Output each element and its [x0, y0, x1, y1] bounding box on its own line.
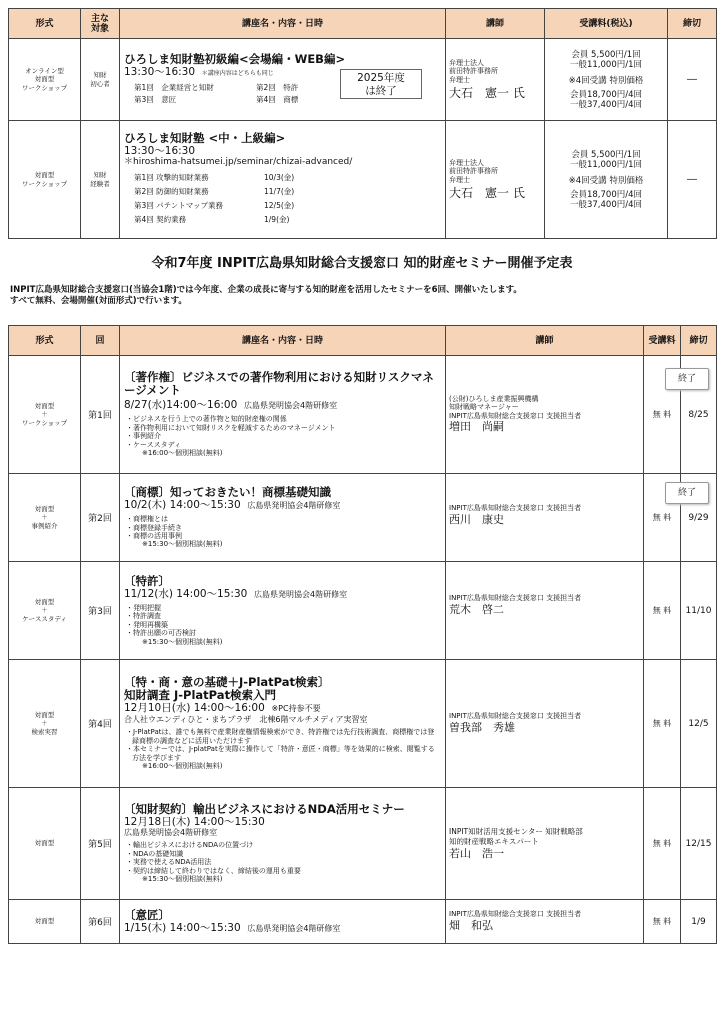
- session-item: 第3回 パテントマップ業務: [134, 201, 223, 210]
- consult-note: ※15:30～個別相談(無料): [142, 540, 223, 549]
- deadline-text: 8/25: [688, 409, 709, 420]
- bullet-item: ・事例紹介: [126, 432, 161, 441]
- course-cell: [120, 474, 446, 562]
- consult-note: ※16:00～個別相談(無料): [142, 449, 223, 458]
- seminar-header-fee: 受講料: [644, 326, 681, 356]
- page-title: 令和7年度 INPIT広島県知財総合支援窓口 知的財産セミナー開催予定表: [151, 256, 573, 271]
- instructor-cell: [446, 39, 545, 121]
- bullet-item: ・輸出ビジネスにおけるNDAの位置づけ: [126, 841, 254, 850]
- seminar-datetime: [124, 702, 441, 715]
- format-cell: 対面型: [9, 900, 81, 944]
- round-cell: 第1回: [81, 356, 120, 474]
- fee-bundle: 会員18,700円/4回 一般37,400円/4回: [569, 189, 642, 210]
- top-header-fee: 受講料(税込): [545, 9, 668, 39]
- instructor-org: 弁理士法人 前田特許事務所 弁理士: [449, 158, 498, 184]
- fee-single: 会員 5,500円/1回 一般11,000円/1回: [569, 49, 642, 70]
- bullet-item: ・契約は締結して終わりではなく、締結後の運用も重要: [126, 866, 301, 875]
- instructor-org: 弁理士法人 前田特許事務所 弁理士: [449, 58, 498, 84]
- bullet-item: ・本セミナーでは、J-platPatを実際に操作して「特許・意匠・商標」等を効果的に検索、閲覧する方法を学びます: [126, 745, 435, 762]
- top-header-instructor: 講師: [446, 9, 545, 39]
- seminar-datetime: [124, 499, 441, 512]
- place-text: 合人社ウエンディひと・まちプラザ 北棟6階マルチメディア実習室: [124, 715, 368, 725]
- bullet-list: [124, 728, 441, 770]
- course-cell: [120, 900, 446, 944]
- datetime-note: ※PC持参不要: [271, 704, 321, 714]
- seminar-title: 〔著作権〕ビジネスでの著作物利用における知財リスクマネージメント: [124, 370, 434, 398]
- datetime-text: 12月10日(水) 14:00～16:00: [124, 702, 265, 715]
- session-item: 第2回 防御的知財業務: [134, 187, 209, 196]
- bullet-item: ・著作物利用において知財リスクを軽減するためのマネージメント: [126, 423, 336, 432]
- place-text: 広島県発明協会4階研修室: [247, 501, 341, 511]
- deadline-cell: 11/10: [681, 562, 717, 660]
- fee-cell: 無 料: [644, 356, 681, 474]
- seminar-row-2: [9, 474, 717, 562]
- session-item: 第4回 商標: [256, 95, 299, 104]
- fee-cell: [545, 39, 668, 121]
- bullet-item: ・実務で使えるNDA活用法: [126, 858, 212, 867]
- deadline-cell: 12/15: [681, 788, 717, 900]
- fee-cell: 無 料: [644, 660, 681, 788]
- instructor-org: INPIT広島県知財総合支援窓口 支援担当者: [449, 504, 582, 512]
- top-row-beginner: [9, 39, 717, 121]
- consult-note: ※16:00～個別相談(無料): [142, 762, 223, 771]
- course-cell: [120, 356, 446, 474]
- bullet-item: ・商標権とは: [126, 515, 168, 524]
- course-cell: [120, 660, 446, 788]
- top-header-format: 形式: [9, 9, 81, 39]
- fee-special-label: ※4回受講 特別価格: [568, 75, 644, 86]
- datetime-text: 10/2(木) 14:00～15:30: [124, 499, 241, 512]
- top-header-row: [9, 9, 717, 39]
- top-row-advanced: [9, 121, 717, 239]
- time-text: 13:30～16:30: [124, 66, 196, 78]
- time-note: ＊講座内容はどちらも同じ: [201, 70, 274, 77]
- seminar-row-1: [9, 356, 717, 474]
- round-cell: 第4回: [81, 660, 120, 788]
- place-text: 広島県発明協会4階研修室: [254, 589, 348, 599]
- seminar-row-5: [9, 788, 717, 900]
- instructor-cell: [446, 788, 644, 900]
- target-cell: 知財 初心者: [81, 39, 120, 121]
- instructor-org: INPIT知財活用支援センター 知財戦略部 知的財産戦略エキスパート: [449, 826, 583, 846]
- ended-badge: 終了: [665, 368, 709, 390]
- round-cell: 第5回: [81, 788, 120, 900]
- seminar-header-format: 形式: [9, 326, 81, 356]
- instructor-name: 若山 浩一: [449, 846, 504, 860]
- instructor-org: INPIT広島県知財総合支援窓口 支援担当者: [449, 910, 582, 919]
- session-date: 10/3(金): [264, 173, 295, 182]
- datetime-text: 8/27(水)14:00～16:00: [124, 399, 238, 412]
- instructor-org: INPIT広島県知財総合支援窓口 支援担当者: [449, 712, 582, 721]
- instructor-name: 大石 憲一 氏: [449, 86, 525, 101]
- seminar-title: 〔特・商・意の基礎＋J-PlatPat検索〕 知財調査 J-PlatPat検索入門: [124, 675, 330, 703]
- bullet-item: ・商標登録手続き: [126, 523, 182, 532]
- instructor-name: 畑 和弘: [449, 918, 493, 932]
- fee-cell: 無 料: [644, 474, 681, 562]
- instructor-cell: [446, 900, 644, 944]
- session-item: 第1回 攻撃的知財業務: [134, 173, 209, 182]
- seminar-row-6: [9, 900, 717, 944]
- seminar-header-row: [9, 326, 717, 356]
- round-cell: 第2回: [81, 474, 120, 562]
- datetime-text: 11/12(水) 14:00～15:30: [124, 587, 248, 600]
- instructor-name: 西川 康史: [449, 512, 504, 526]
- seminar-datetime: [124, 399, 441, 412]
- instructor-name: 大石 憲一 氏: [449, 186, 525, 201]
- course-cell: [120, 39, 446, 121]
- bullet-item: ・特許出願の可否検討: [126, 629, 196, 638]
- top-header-course: 講座名・内容・日時: [120, 9, 446, 39]
- deadline-cell: 1/9: [681, 900, 717, 944]
- session-item: 第2回 特許: [256, 83, 299, 92]
- fee-cell: 無 料: [644, 788, 681, 900]
- instructor-cell: [446, 562, 644, 660]
- bullet-item: ・発明把握: [126, 603, 161, 612]
- ended-badge: 終了: [665, 482, 709, 504]
- bullet-list: [124, 515, 441, 549]
- seminar-header-course: 講座名・内容・日時: [120, 326, 446, 356]
- format-cell: 対面型 ＋ 検索実習: [9, 660, 81, 788]
- deadline-cell: ―: [668, 121, 717, 239]
- bullet-item: ・ケーススタディ: [126, 440, 182, 449]
- instructor-cell: [446, 474, 644, 562]
- course-url: ＊hiroshima-hatsumei.jp/seminar/chizai-advanced/: [124, 157, 353, 167]
- seminar-row-4: [9, 660, 717, 788]
- bullet-item: ・発明再構築: [126, 620, 168, 629]
- ended-notice-box: 2025年度 は終了: [340, 69, 422, 99]
- session-date: 11/7(金): [264, 187, 295, 196]
- deadline-cell: ―: [668, 39, 717, 121]
- course-time: 13:30～16:30: [124, 145, 196, 157]
- top-header-deadline: 締切: [668, 9, 717, 39]
- consult-note: ※15:30～個別相談(無料): [142, 875, 223, 884]
- format-cell: 対面型 ＋ ワークショップ: [9, 356, 81, 474]
- format-cell: 対面型 ＋ 事例紹介: [9, 474, 81, 562]
- instructor-cell: [446, 356, 644, 474]
- intro-text: INPIT広島県知財総合支援窓口(当協会1階)では今年度、企業の成長に寄与する知的財産を活用したセミナーを6回、開催いたします。 すべて無料、会場開催(対面形式)で行います。: [10, 285, 522, 306]
- bullet-item: ・商標の活用事例: [126, 532, 182, 540]
- instructor-name: 曽我部 秀雄: [449, 720, 515, 734]
- instructor-org: INPIT広島県知財総合支援窓口 支援担当者: [449, 594, 582, 602]
- fee-special-label: ※4回受講 特別価格: [568, 175, 644, 186]
- session-item: 第4回 契約業務: [134, 215, 187, 224]
- deadline-cell: [677, 474, 717, 562]
- course-cell: [120, 788, 446, 900]
- fee-single: 会員 5,500円/1回 一般11,000円/1回: [569, 149, 642, 170]
- bullet-item: ・特許調査: [126, 612, 161, 621]
- bullet-list: [124, 415, 441, 457]
- seminar-row-3: [9, 562, 717, 660]
- session-item: 第3回 意匠: [134, 95, 177, 104]
- deadline-cell: 12/5: [681, 660, 717, 788]
- fee-cell: 無 料: [644, 900, 681, 944]
- instructor-cell: [446, 660, 644, 788]
- place-text: 広島県発明協会4階研修室: [243, 401, 338, 411]
- ended-badge-wrap: [657, 482, 717, 504]
- format-cell: 対面型 ワークショップ: [9, 121, 81, 239]
- seminar-header-round: 回: [81, 326, 120, 356]
- seminar-datetime: 12月18日(木) 14:00～15:30: [124, 816, 265, 829]
- session-list: [124, 171, 441, 227]
- bullet-item: ・NDAの基礎知識: [126, 849, 184, 858]
- session-date: 12/5(金): [264, 201, 295, 210]
- top-course-table: [8, 8, 717, 239]
- instructor-cell: [446, 121, 545, 239]
- session-item: 第1回 企業経営と知財: [134, 83, 214, 92]
- top-header-target: 主な 対象: [81, 9, 120, 39]
- seminar-title: 〔知財契約〕輸出ビジネスにおけるNDA活用セミナー: [124, 802, 405, 817]
- fee-cell: [545, 121, 668, 239]
- seminar-title: 〔商標〕知っておきたい！商標基礎知識: [124, 485, 331, 500]
- round-cell: 第3回: [81, 562, 120, 660]
- round-cell: 第6回: [81, 900, 120, 944]
- bullet-list: [124, 604, 441, 646]
- datetime-text: 1/15(木) 14:00～15:30: [124, 921, 241, 934]
- format-cell: 対面型: [9, 788, 81, 900]
- seminar-datetime: [124, 922, 441, 935]
- ended-badge-wrap: [657, 368, 717, 390]
- instructor-name: 増田 尚嗣: [449, 420, 504, 434]
- consult-note: ※15:30～個別相談(無料): [142, 637, 223, 646]
- course-cell: [120, 562, 446, 660]
- course-title: ひろしま知財塾初級編<会場編・WEB編>: [124, 52, 346, 66]
- bullet-item: ・J-PlatPatは、誰でも無料で産業財産権情報検索ができ、特許権では先行技術調査、商標権では登録商標の調査などに活用いただけます: [126, 728, 435, 745]
- format-cell: 対面型 ＋ ケーススタディ: [9, 562, 81, 660]
- seminar-title: 〔特許〕: [124, 573, 170, 588]
- course-title: ひろしま知財塾 <中・上級編>: [124, 131, 286, 145]
- course-cell: [120, 121, 446, 239]
- format-cell: オンライン型 対面型 ワークショップ: [9, 39, 81, 121]
- place-text: 広島県発明協会4階研修室: [124, 828, 218, 838]
- deadline-text: 9/29: [688, 512, 709, 523]
- bullet-item: ・ビジネスを行う上での著作物と知的財産権の関係: [126, 415, 287, 424]
- seminar-table: [8, 325, 717, 944]
- seminar-datetime: [124, 588, 441, 601]
- target-cell: 知財 経験者: [81, 121, 120, 239]
- fee-cell: 無 料: [644, 562, 681, 660]
- instructor-org: (公財)ひろしま産業振興機構 知財戦略マネージャー INPIT広島県知財総合支援窓口 支援担当者: [449, 394, 582, 420]
- seminar-header-instructor: 講師: [446, 326, 644, 356]
- seminar-header-deadline: 締切: [681, 326, 717, 356]
- session-date: 1/9(金): [264, 215, 290, 224]
- seminar-title: 〔意匠〕: [124, 907, 170, 922]
- bullet-list: [124, 841, 441, 883]
- fee-bundle: 会員18,700円/4回 一般37,400円/4回: [569, 89, 642, 110]
- place-text: 広島県発明協会4階研修室: [247, 923, 341, 933]
- deadline-cell: [677, 356, 717, 474]
- instructor-name: 荒木 啓二: [449, 602, 504, 616]
